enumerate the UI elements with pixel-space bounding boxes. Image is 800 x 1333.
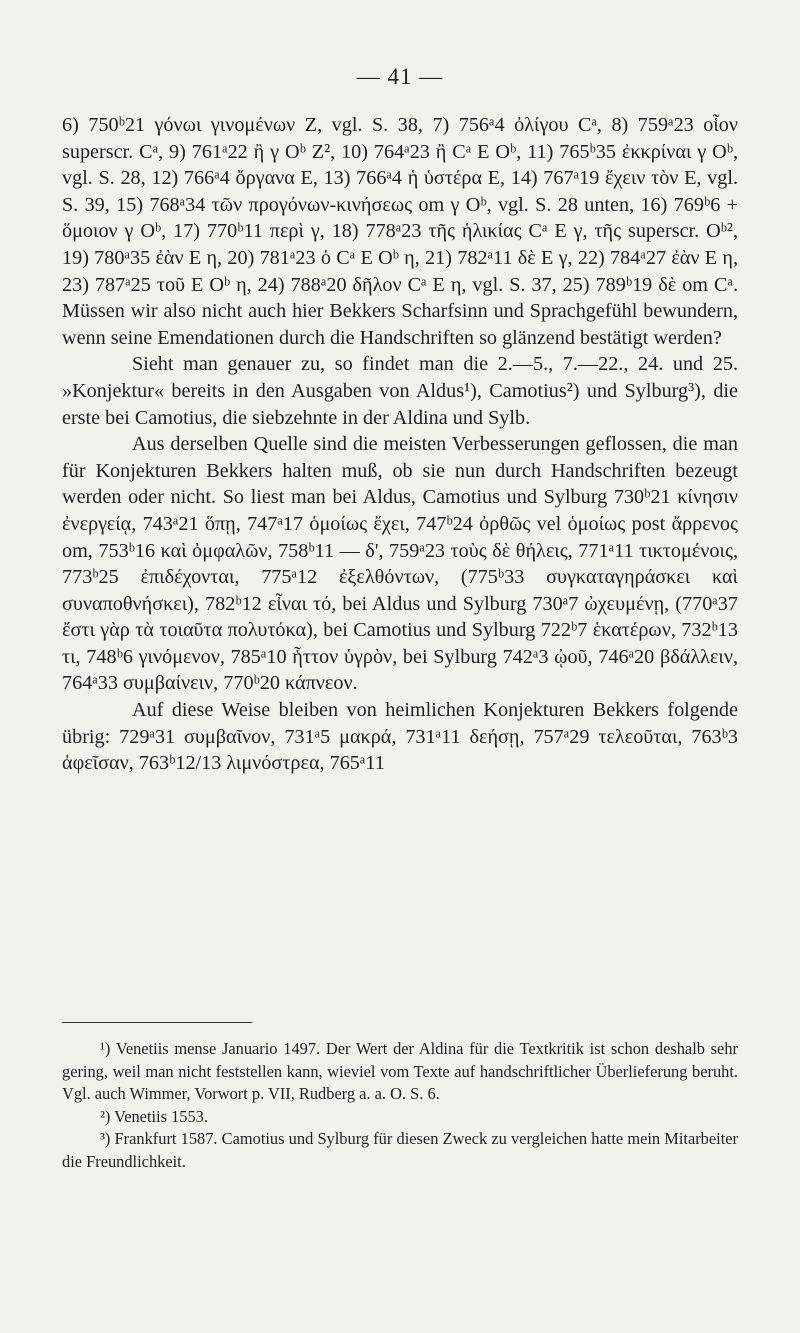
footnote-3: ³) Frankfurt 1587. Camotius und Sylburg für diesen Zweck zu vergleichen hatte mein Mitarbeiter die Freundlichkeit. [62,1129,738,1171]
paragraph-remaining: Auf diese Weise bleiben von heimlichen Konjekturen Bekkers folgende übrig: 729ᵃ31 συμβαῖνον, 731ᵃ5 μακρά, 731ᵃ11 δεήσῃ, 757ᵃ29 τελεοῦται, 763ᵇ3 ἀφεῖσαν, 763ᵇ12/13 λιμνόστρεα, 765ᵃ11 [62,699,738,775]
footnotes [62,1038,738,1173]
main-text [62,112,738,777]
footnote-1: ¹) Venetiis mense Januario 1497. Der Wert der Aldina für die Textkritik ist schon deshalb sehr gering, weil man nicht feststellen kann, wieviel vom Texte auf handschriftlicher Überlieferung beruht. Vgl. auch Wimmer, Vorwort p. VII, Rudberg a. a. O. S. 6. [62,1039,738,1103]
footnote-divider [62,1022,252,1023]
paragraph-konjektur: Sieht man genauer zu, so findet man die 2.—5., 7.—22., 24. und 25. »Konjektur« bereits in den Ausgaben von Aldus¹), Camotius²) und Sylburg³), die erste bei Camotius, die siebzehnte in der Aldina und Sylb. [62,353,738,429]
paragraph-same-source: Aus derselben Quelle sind die meisten Verbesserungen geflossen, die man für Konjekturen Bekkers halten muß, ob sie nun durch Handschriften bezeugt werden oder nicht. So liest man bei Aldus, Camotius und Sylburg 730ᵇ21 κίνησιν ἐνεργείᾳ, 743ᵃ21 ὅπῃ, 747ᵃ17 ὁμοίως ἔχει, 747ᵇ24 ὀρθῶς vel ὁμοίως post ἄρρενος om, 753ᵇ16 καὶ ὀμφαλῶν, 758ᵇ11 — δ', 759ᵃ23 τοὺς δὲ θήλεις, 771ᵃ11 τικτομένοις, 773ᵇ25 ἐπιδέχονται, 775ᵃ12 ἐξελθόντων, (775ᵇ33 συγκαταγηράσκει καὶ συναποθνήσκει), 782ᵇ12 εἶναι τό, bei Aldus und Sylburg 730ᵃ7 ὠχευμένῃ, (770ᵃ37 ἔστι γὰρ τὰ τοιαῦτα πολυτόκα), bei Camotius und Sylburg 722ᵇ7 ἑκατέρων, 732ᵇ13 τι, 748ᵇ6 γινόμενον, 785ᵃ10 ἧττον ὑγρὸν, bei Sylburg 742ᵃ3 ᾠοῦ, 746ᵃ20 βδάλλειν, 764ᵃ33 συμβαίνειν, 770ᵇ20 κάπνεον. [62,433,738,695]
footnote-2: ²) Venetiis 1553. [100,1106,208,1126]
page-number: — 41 — [356,64,444,89]
paragraph-variant-list: 6) 750ᵇ21 γόνωι γινομένων Z, vgl. S. 38, 7) 756ᵃ4 ὀλίγου Cᵃ, 8) 759ᵃ23 οἷον superscr. Cᵃ, 9) 761ᵃ22 ἢ γ Oᵇ Z², 10) 764ᵃ23 ἢ Cᵃ E Oᵇ, 11) 765ᵇ35 ἐκκρίναι γ Oᵇ, vgl. S. 28, 12) 766ᵃ4 ὄργανα E, 13) 766ᵃ4 ἡ ὑστέρα E, 14) 767ᵃ19 ἔχειν τὸν E, vgl. S. 39, 15) 768ᵃ34 τῶν προγόνων-κινήσεως om γ Oᵇ, vgl. S. 28 unten, 16) 769ᵇ6 + ὅμοιον γ Oᵇ, 17) 770ᵇ11 περὶ γ, 18) 778ᵃ23 τῆς ἡλικίας Cᵃ E γ, τῆς superscr. Oᵇ², 19) 780ᵃ35 ἐὰν E η, 20) 781ᵃ23 ὁ Cᵃ E Oᵇ η, 21) 782ᵃ11 δὲ E γ, 22) 784ᵃ27 ἐὰν E η, 23) 787ᵃ25 τοῦ E Oᵇ η, 24) 788ᵃ20 δῆλον Cᵃ E η, vgl. S. 37, 25) 789ᵇ19 δὲ om Cᵃ. Müssen wir also nicht auch hier Bekkers Scharfsinn und Sprachgefühl bewundern, wenn seine Emendationen durch die Handschriften so glänzend bestätigt werden? [62,114,738,349]
